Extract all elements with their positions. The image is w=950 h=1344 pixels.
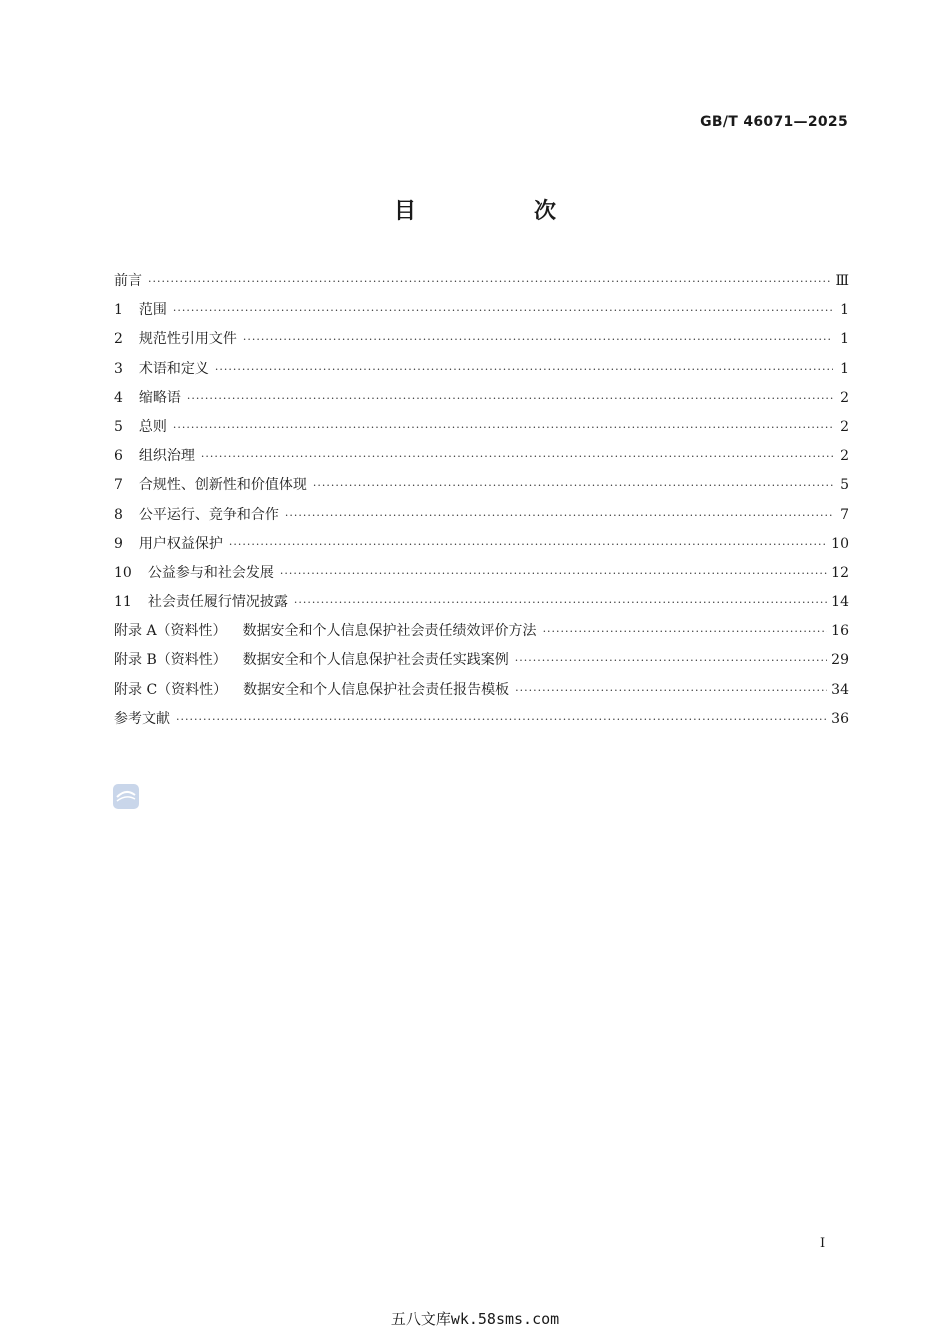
toc-entry[interactable] [114,416,849,445]
toc-leader-dots [243,333,833,346]
toc-entry-page: 10 [831,535,849,552]
toc-entry-page: 36 [831,710,849,727]
toc-entry-number: 10 [114,564,132,581]
sac-logo-icon [113,784,139,809]
toc-entry-page: 14 [831,594,849,611]
toc-leader-dots [215,363,833,376]
toc-entry-number: 2 [114,331,123,348]
toc-entry-page: Ⅲ [835,273,849,289]
toc-leader-dots [543,625,828,638]
toc-entry[interactable] [114,270,849,299]
toc-entry-number: 附录 C（资料性） [114,681,228,698]
toc-leader-dots [201,450,833,463]
toc-entry-number: 附录 B（资料性） [114,652,227,669]
toc-leader-dots [515,654,827,667]
toc-entry[interactable] [114,504,849,533]
toc-entry[interactable] [114,328,849,357]
toc-entry-label: 公平运行、竞争和合作 [138,506,279,523]
toc-entry-label: 总则 [138,418,167,435]
toc-entry-number: 7 [114,477,123,494]
toc-entry-number: 6 [114,448,123,465]
toc-entry-label: 组织治理 [138,448,195,465]
toc-entry-page: 34 [831,681,849,698]
toc-entry-page: 12 [831,564,849,581]
toc-entry[interactable] [114,445,849,474]
toc-entry-page: 2 [840,448,849,465]
toc-entry-page: 1 [840,331,849,348]
toc-leader-dots [148,275,831,288]
toc-entry-number: 1 [114,302,123,319]
toc-entry[interactable] [114,591,849,620]
toc-entry[interactable] [114,620,849,649]
toc-entry[interactable] [114,533,849,562]
toc-entry-label: 数据安全和个人信息保护社会责任实践案例 [242,652,509,669]
toc-entry-label: 缩略语 [138,389,181,406]
toc-entry-label: 数据安全和个人信息保护社会责任绩效评价方法 [242,623,537,640]
toc-entry-page: 2 [840,418,849,435]
toc-entry-number: 8 [114,506,123,523]
toc-entry[interactable] [114,708,849,737]
toc-leader-dots [229,538,827,551]
page-title: 目 次 [393,199,604,224]
table-of-contents [114,270,849,737]
toc-entry-page: 2 [840,389,849,406]
toc-entry-label: 前言 [114,273,142,289]
toc-entry[interactable] [114,387,849,416]
toc-leader-dots [176,713,827,726]
toc-entry[interactable] [114,562,849,591]
toc-entry-label: 数据安全和个人信息保护社会责任报告模板 [243,681,510,698]
toc-entry[interactable] [114,474,849,503]
toc-entry-label: 术语和定义 [138,360,209,377]
toc-entry-number: 3 [114,360,123,377]
toc-leader-dots [173,421,833,434]
toc-leader-dots [515,684,827,697]
toc-entry[interactable] [114,649,849,678]
toc-entry-number: 4 [114,389,123,406]
toc-entry-page: 1 [840,360,849,377]
toc-entry-page: 5 [840,477,849,494]
toc-leader-dots [294,596,827,609]
toc-entry-label: 社会责任履行情况披露 [147,594,288,611]
toc-entry-page: 29 [831,652,849,669]
toc-entry[interactable] [114,679,849,708]
toc-entry-label: 用户权益保护 [138,535,223,552]
footer-watermark: 五八文库wk.58sms.com [390,1310,560,1328]
toc-entry-label: 规范性引用文件 [138,331,237,348]
standard-code: GB/T 46071—2025 [700,114,848,130]
toc-entry-number: 11 [114,594,132,611]
toc-entry-label: 范围 [138,302,167,319]
toc-entry-number: 附录 A（资料性） [114,623,227,640]
toc-entry-page: 16 [831,623,849,640]
toc-entry-label: 合规性、创新性和价值体现 [138,477,307,494]
toc-entry-label: 公益参与和社会发展 [147,564,274,581]
toc-leader-dots [280,567,827,580]
toc-leader-dots [313,479,833,492]
toc-leader-dots [173,304,833,317]
page-number: Ⅰ [820,1236,826,1251]
toc-entry[interactable] [114,299,849,328]
toc-entry-page: 7 [840,506,849,523]
toc-entry[interactable] [114,358,849,387]
toc-entry-number: 9 [114,535,123,552]
toc-entry-label: 参考文献 [114,710,170,727]
toc-leader-dots [187,392,833,405]
toc-entry-page: 1 [840,302,849,319]
toc-leader-dots [285,509,833,522]
toc-entry-number: 5 [114,418,123,435]
